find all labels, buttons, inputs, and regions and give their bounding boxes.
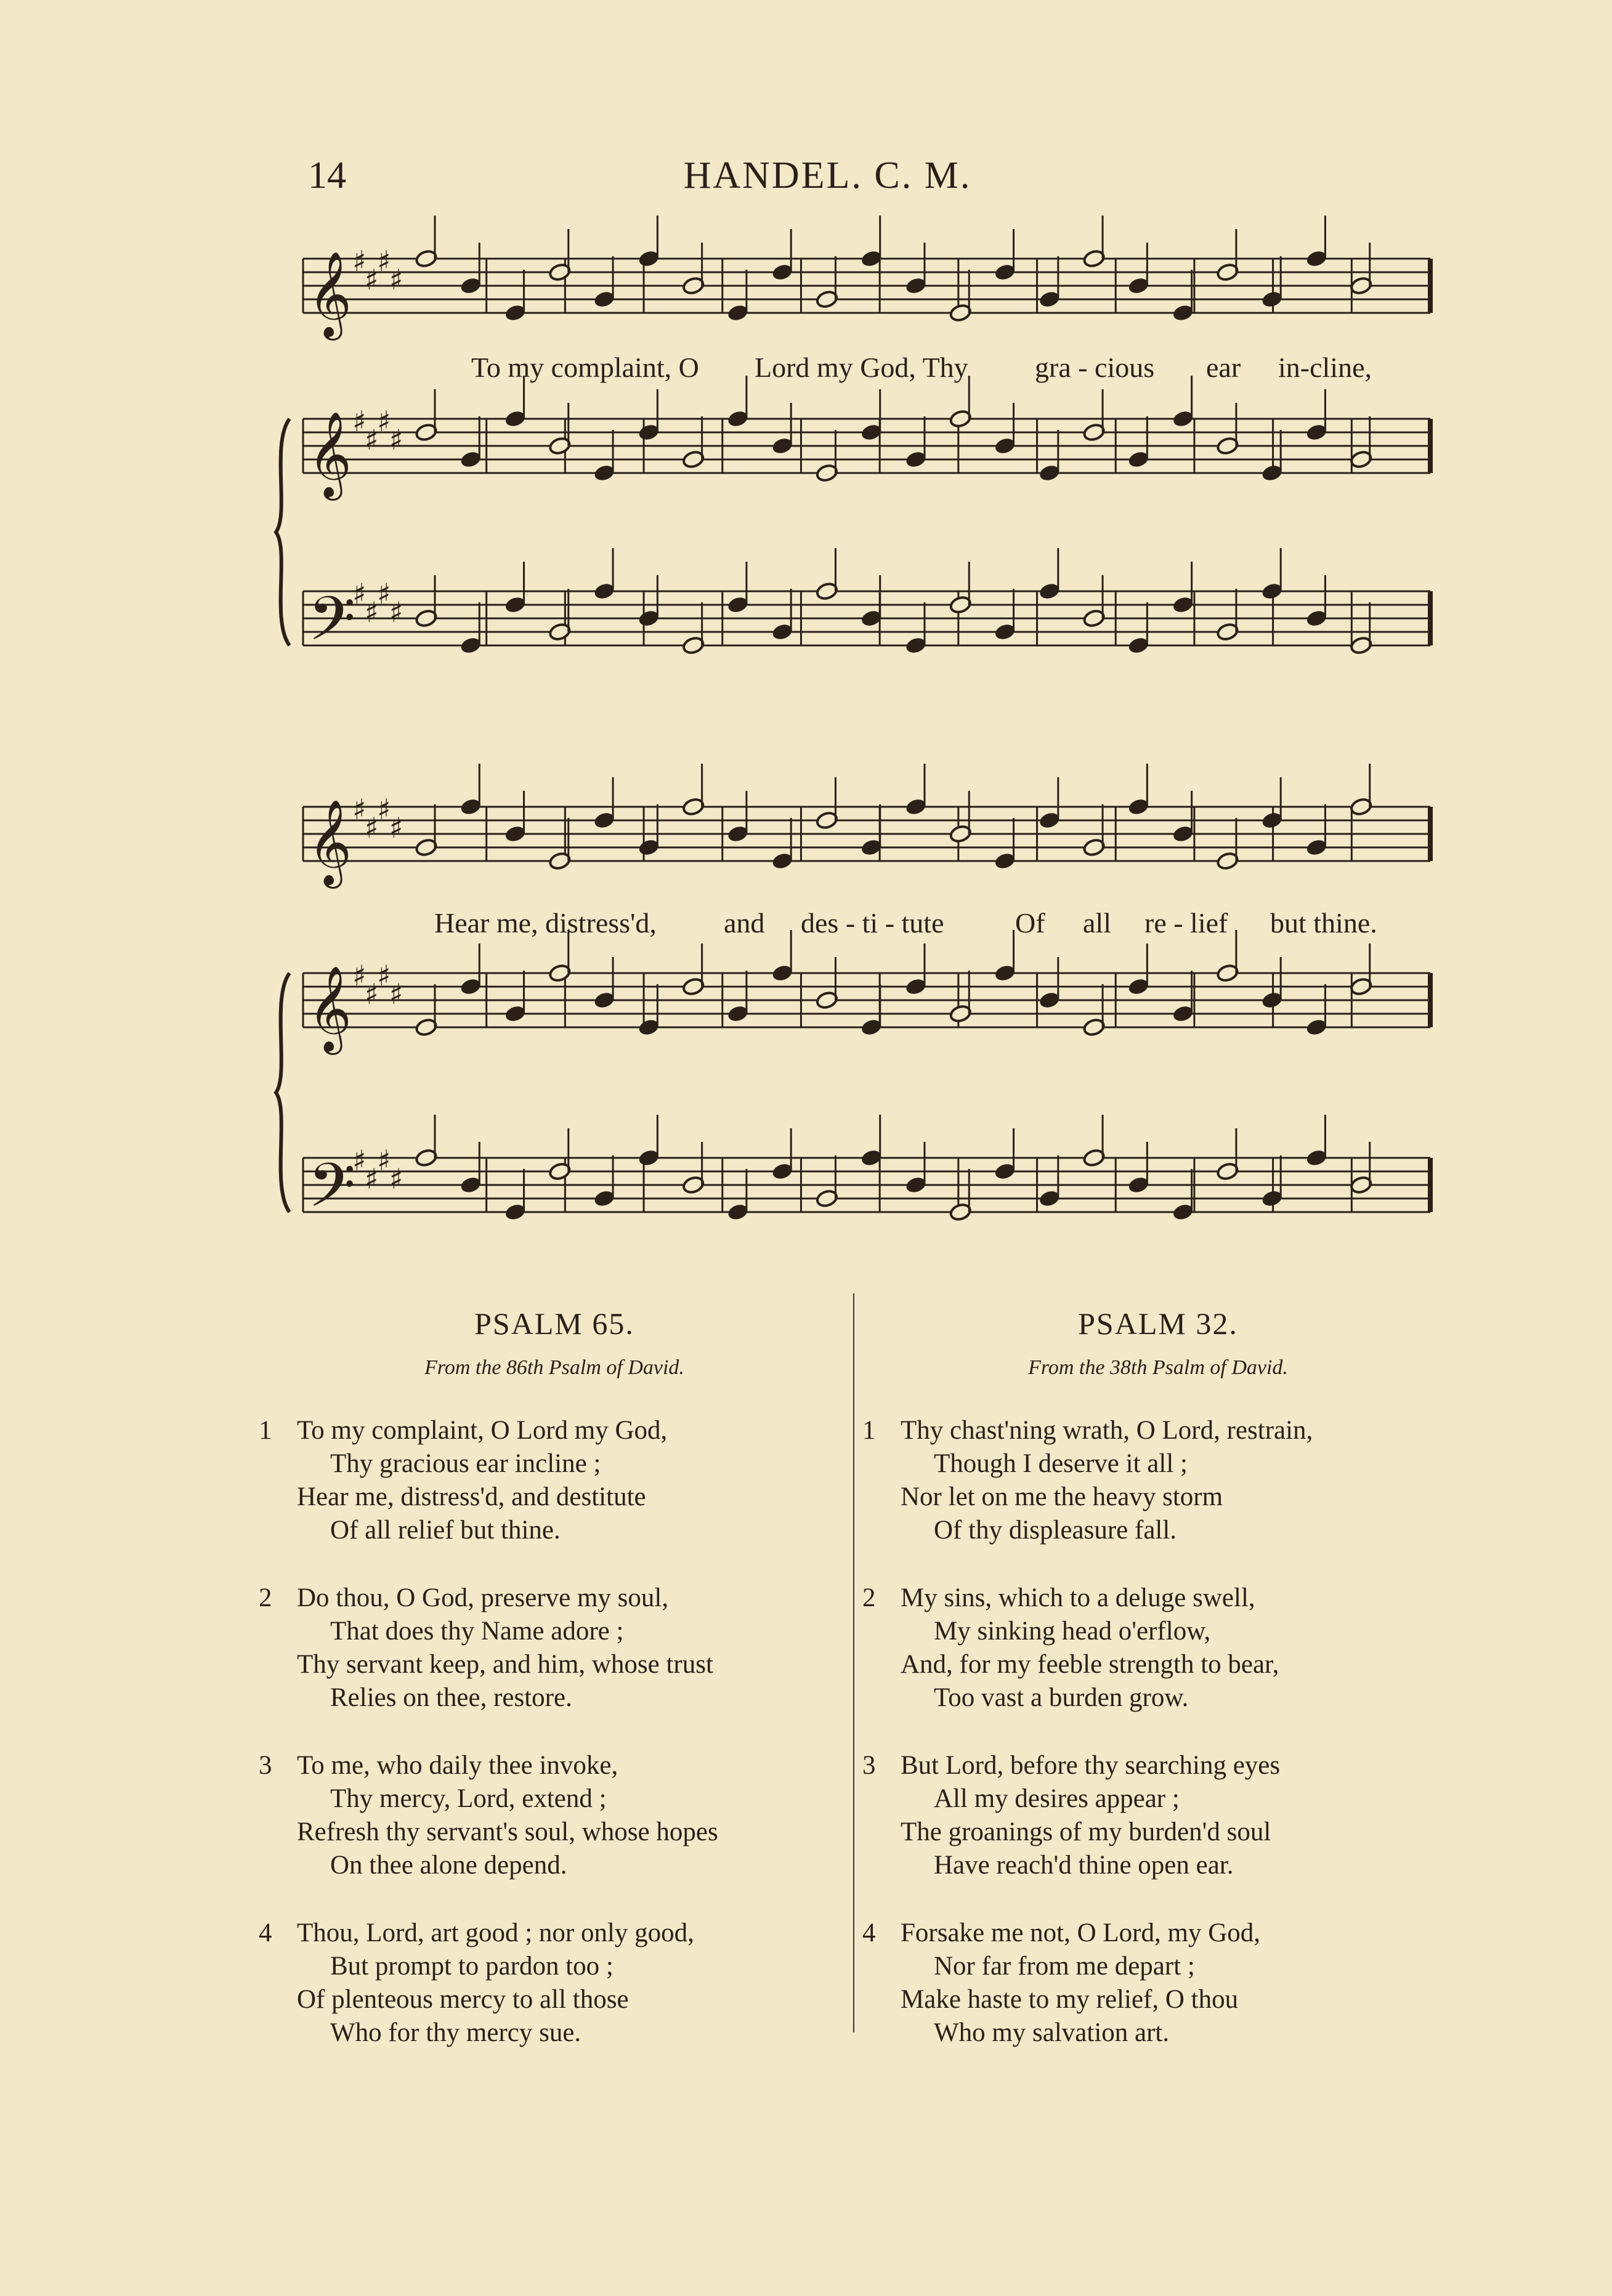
sharp-sign: ♯ — [389, 263, 403, 296]
treble-clef: 𝄞 — [308, 799, 352, 885]
verse-line: My sins, which to a deluge swell, — [901, 1583, 1255, 1612]
brace — [276, 419, 290, 645]
stanza-number: 4 — [862, 1918, 876, 1947]
tune-title: HANDEL. C. M. — [683, 155, 972, 196]
stanza-number: 2 — [862, 1583, 876, 1612]
sharp-sign: ♯ — [389, 1162, 403, 1195]
column-divider — [853, 1293, 854, 2032]
page-number: 14 — [308, 155, 346, 196]
lyric-3: gra - cious — [1035, 352, 1155, 383]
verse-line: But prompt to pardon too ; — [330, 1952, 614, 1981]
sharp-sign: ♯ — [389, 423, 403, 456]
verse-line: Hear me, distress'd, and destitute — [297, 1482, 646, 1511]
sharp-sign: ♯ — [377, 1144, 391, 1177]
verse-line: Have reach'd thine open ear. — [934, 1851, 1234, 1880]
stanza — [862, 1582, 1454, 1715]
sharp-sign: ♯ — [389, 977, 403, 1011]
verse-line: Too vast a burden grow. — [934, 1683, 1189, 1712]
psalm-title: PSALM 32. — [1078, 1306, 1238, 1341]
stanza — [862, 1749, 1454, 1882]
lyric-7: and — [724, 907, 765, 939]
verse-line: Though I deserve it all ; — [934, 1449, 1188, 1478]
verse-line: Thy chast'ning wrath, O Lord, restrain, — [901, 1416, 1313, 1445]
sharp-sign: ♯ — [365, 263, 379, 296]
verse-line: Make haste to my relief, O thou — [901, 1985, 1239, 2014]
verse-line: My sinking head o'erflow, — [934, 1617, 1211, 1646]
psalm-source: From the 38th Psalm of David. — [1028, 1356, 1288, 1379]
sharp-sign: ♯ — [352, 405, 367, 438]
verse-line: All my desires appear ; — [934, 1784, 1180, 1813]
verse-line: Refresh thy servant's soul, whose hopes — [297, 1817, 718, 1846]
verse-line: But Lord, before thy searching eyes — [901, 1751, 1281, 1780]
verse-line: Nor far from me depart ; — [934, 1952, 1195, 1981]
verse-line: Thy mercy, Lord, extend ; — [330, 1784, 607, 1813]
sharp-sign: ♯ — [377, 577, 391, 610]
lyric-5: in-cline, — [1278, 352, 1372, 383]
stanza — [862, 1917, 1454, 2050]
sharp-sign: ♯ — [352, 959, 367, 992]
treble-clef: 𝄞 — [308, 251, 352, 337]
stanza — [259, 1414, 850, 1547]
stanza-number: 1 — [862, 1416, 876, 1445]
sharp-sign: ♯ — [352, 1144, 367, 1177]
stanza-number: 3 — [862, 1751, 876, 1780]
sharp-sign: ♯ — [352, 577, 367, 610]
stanza — [259, 1917, 850, 2050]
sharp-sign: ♯ — [352, 245, 367, 278]
sharp-sign: ♯ — [377, 959, 391, 992]
sharp-sign: ♯ — [365, 596, 379, 629]
verse-line: The groanings of my burden'd soul — [901, 1817, 1271, 1846]
verse-line: Relies on thee, restore. — [330, 1683, 572, 1712]
stanza-number: 3 — [259, 1751, 272, 1780]
sharp-sign: ♯ — [352, 793, 367, 826]
lyric-1: To my complaint, O — [471, 352, 699, 383]
stanza-number: 1 — [259, 1416, 272, 1445]
psalm-32-column — [862, 1306, 1454, 2050]
verse-line: Do thou, O God, preserve my soul, — [297, 1583, 669, 1612]
lyric-12: but thine. — [1270, 907, 1377, 939]
treble-clef: 𝄞 — [308, 411, 352, 497]
verse-line: On thee alone depend. — [330, 1851, 567, 1880]
lyric-2: Lord my God, Thy — [755, 352, 968, 383]
verse-line: Forsake me not, O Lord, my God, — [901, 1918, 1261, 1947]
verse-line: And, for my feeble strength to bear, — [901, 1650, 1279, 1679]
verse-line: Thou, Lord, art good ; nor only good, — [297, 1918, 694, 1947]
bass-clef: 𝄢 — [308, 584, 356, 669]
bass-clef: 𝄢 — [308, 1150, 356, 1236]
sharp-sign: ♯ — [377, 245, 391, 278]
verse-line: Who for thy mercy sue. — [330, 2018, 581, 2047]
verse-line: That does thy Name adore ; — [330, 1617, 624, 1646]
stanza — [259, 1749, 850, 1882]
verse-line: To my complaint, O Lord my God, — [297, 1416, 668, 1445]
stanza — [862, 1414, 1454, 1547]
sharp-sign: ♯ — [365, 423, 379, 456]
lyric-8: des - ti - tute — [801, 907, 944, 939]
lyric-6: Hear me, distress'd, — [434, 907, 657, 939]
lyric-9: Of — [1015, 907, 1045, 939]
verse-line: Thy gracious ear incline ; — [330, 1449, 601, 1478]
stanza — [259, 1582, 850, 1715]
sharp-sign: ♯ — [365, 977, 379, 1011]
verse-line: To me, who daily thee invoke, — [297, 1751, 618, 1780]
brace — [276, 973, 290, 1212]
lyric-10: all — [1083, 907, 1111, 939]
verse-line: Thy servant keep, and him, whose trust — [297, 1650, 713, 1679]
psalm-65-column — [259, 1306, 850, 2050]
sharp-sign: ♯ — [377, 405, 391, 438]
psalm-source: From the 86th Psalm of David. — [424, 1356, 684, 1379]
psalm-title: PSALM 65. — [474, 1306, 634, 1341]
lyric-11: re - lief — [1144, 907, 1228, 939]
lyric-4: ear — [1206, 352, 1241, 383]
verse-line: Nor let on me the heavy storm — [901, 1482, 1223, 1511]
treble-clef: 𝄞 — [308, 966, 352, 1051]
sharp-sign: ♯ — [389, 811, 403, 844]
stanza-number: 2 — [259, 1583, 272, 1612]
sharp-sign: ♯ — [365, 1162, 379, 1195]
sharp-sign: ♯ — [389, 596, 403, 629]
verse-line: Of plenteous mercy to all those — [297, 1985, 629, 2014]
verse-line: Of thy displeasure fall. — [934, 1516, 1177, 1545]
sharp-sign: ♯ — [365, 811, 379, 844]
verse-line: Who my salvation art. — [934, 2018, 1170, 2047]
verse-line: Of all relief but thine. — [330, 1516, 561, 1545]
stanza-number: 4 — [259, 1918, 272, 1947]
sharp-sign: ♯ — [377, 793, 391, 826]
